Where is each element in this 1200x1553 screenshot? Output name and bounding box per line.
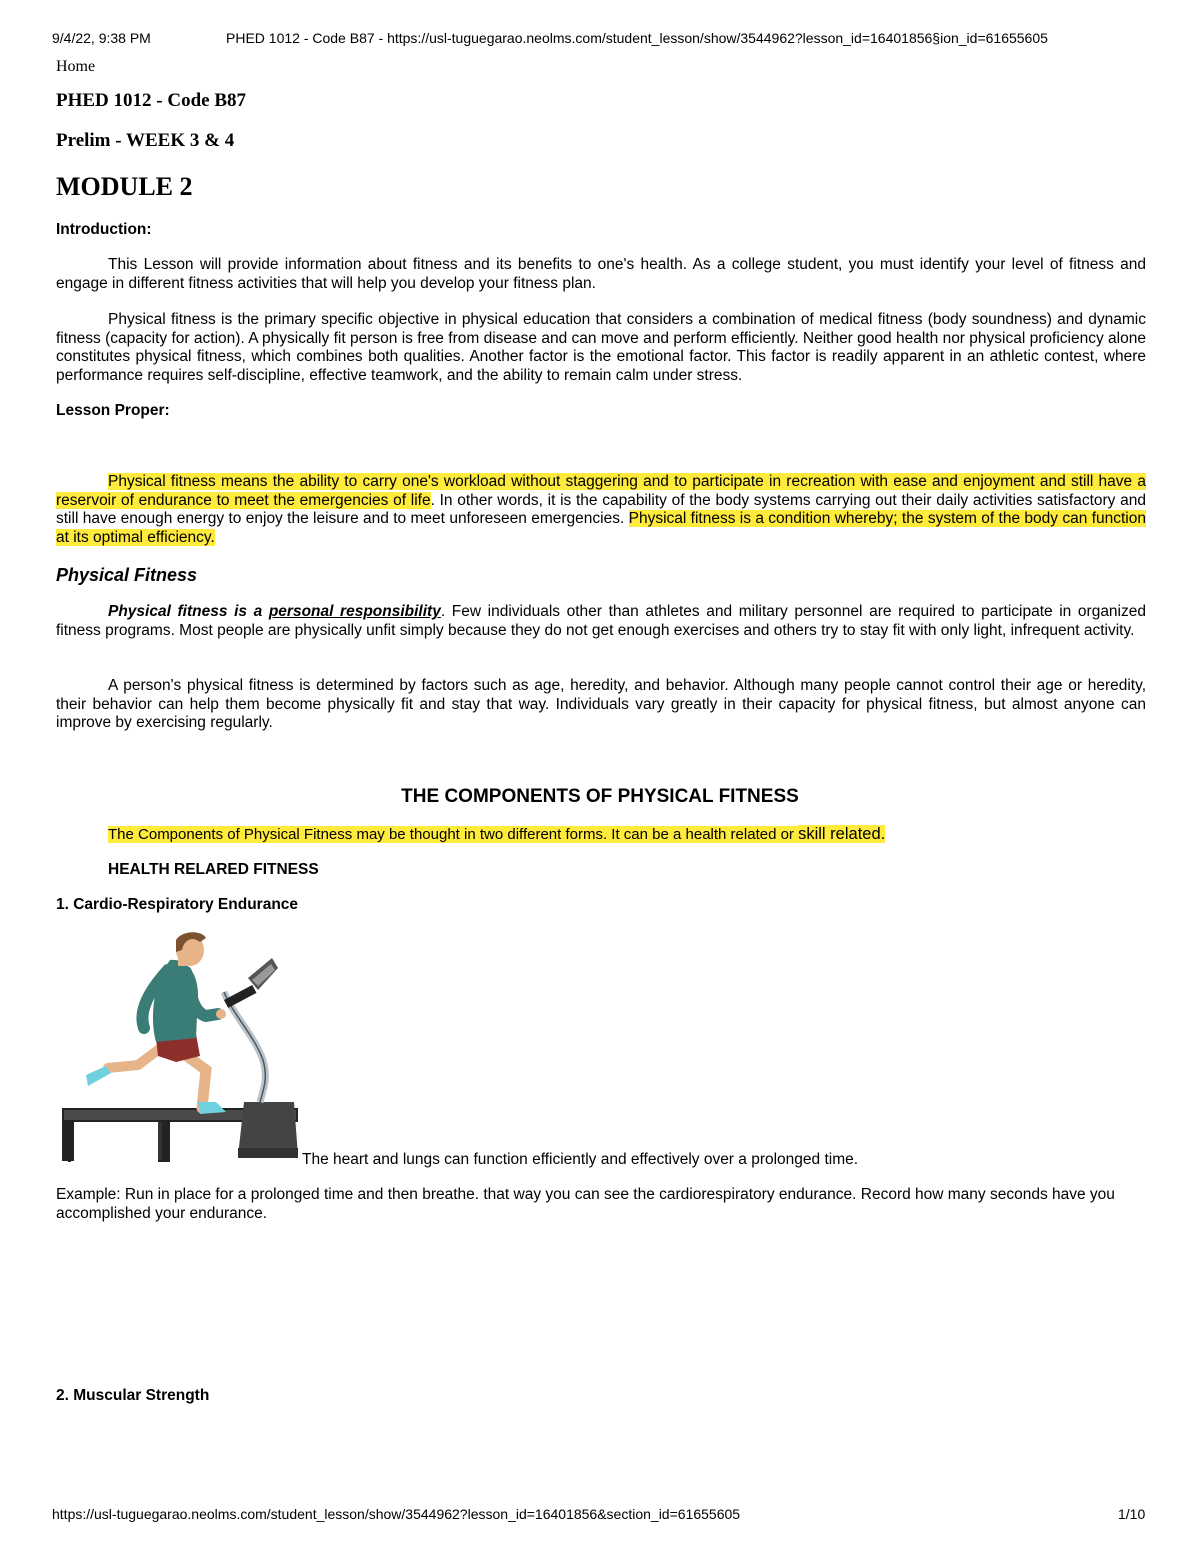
item-2-heading: 2. Muscular Strength (56, 1387, 210, 1404)
treadmill-console-base (238, 1102, 298, 1156)
intro-paragraph-1: This Lesson will provide information about fitness and its benefits to one's health. As a college student, you must identify your level of fitness and engage in different fitness activities that will help you develop your fitness plan. (56, 256, 1146, 292)
health-related-heading: HEALTH RELARED FITNESS (108, 861, 319, 878)
factors-paragraph: A person's physical fitness is determined by factors such as age, heredity, and behavior. Although many people cannot control their age or heredity, their behavior can help them become physically fit and stay that way. Individuals vary greatly in their capacity for physical fitness, but almost anyone can improve by exercising regularly. (56, 677, 1146, 731)
course-title: PHED 1012 - Code B87 (56, 90, 246, 111)
item-1-heading: 1. Cardio-Respiratory Endurance (56, 896, 299, 913)
runner-shoe-back (86, 1066, 111, 1086)
item-1-example: Example: Run in place for a prolonged time and then breathe. that way you can see the cardiorespiratory endurance. Record how many seconds have you accomplished your endurance. (56, 1186, 1115, 1222)
module-title: MODULE 2 (56, 172, 193, 201)
item-1-caption: The heart and lungs can function efficiently and effectively over a prolonged time. (302, 1151, 859, 1168)
physical-fitness-heading: Physical Fitness (56, 565, 198, 585)
breadcrumb-home[interactable]: Home (56, 58, 96, 75)
print-datetime: 9/4/22, 9:38 PM (52, 30, 151, 46)
lesson-heading: Lesson Proper: (56, 402, 170, 419)
components-heading: THE COMPONENTS OF PHYSICAL FITNESS (401, 786, 799, 807)
responsibility-paragraph: Physical fitness is a personal responsibility. Few individuals other than athletes and military personnel are required to participate in organized fitness programs. Most people are physically unfit simply because they do not get enough exercises and others try to stay fit with only light, infrequent activity. (56, 603, 1146, 639)
runner-shoe-front (198, 1102, 226, 1114)
print-page-number: 1/10 (1118, 1506, 1146, 1522)
intro-heading: Introduction: (56, 221, 152, 238)
definition-paragraph: Physical fitness means the ability to carry one's workload without staggering and to participate in recreation with ease and enjoyment and still have a reservoir of endurance to meet the emergencies of life. In other words, it is the capability of the body systems carrying out their daily activities satisfactory and still have enough energy to enjoy the leisure and to meet unforeseen emergencies. Physical fitness is a condition whereby; the system of the body can function at its optimal efficiency. (56, 473, 1146, 546)
print-footer-url: https://usl-tuguegarao.neolms.com/student_lesson/show/3544962?lesson_id=16401856&section_id=61655605 (52, 1506, 741, 1522)
print-title-url: PHED 1012 - Code B87 - https://usl-tuguegarao.neolms.com/student_lesson/show/3544962?lesson_id=16401856§ion_id=61655605 (226, 30, 1048, 46)
week-title: Prelim - WEEK 3 & 4 (56, 130, 235, 151)
components-note: The Components of Physical Fitness may be thought in two different forms. It can be a health related or skill related. (108, 825, 886, 843)
treadmill-runner-image (58, 930, 303, 1166)
treadmill-handle (224, 992, 265, 1102)
intro-paragraph-2: Physical fitness is the primary specific objective in physical education that considers a combination of medical fitness (body soundness) and dynamic fitness (capacity for action). A physically fit person is free from disease and can move and perform efficiently. Neither good health nor physical proficiency alone constitutes physical fitness, which combines both qualities. Another factor is the emotional factor. This factor is readily apparent in an athletic contest, where performance requires self-discipline, effective teamwork, and the ability to remain calm under stress. (56, 311, 1146, 384)
